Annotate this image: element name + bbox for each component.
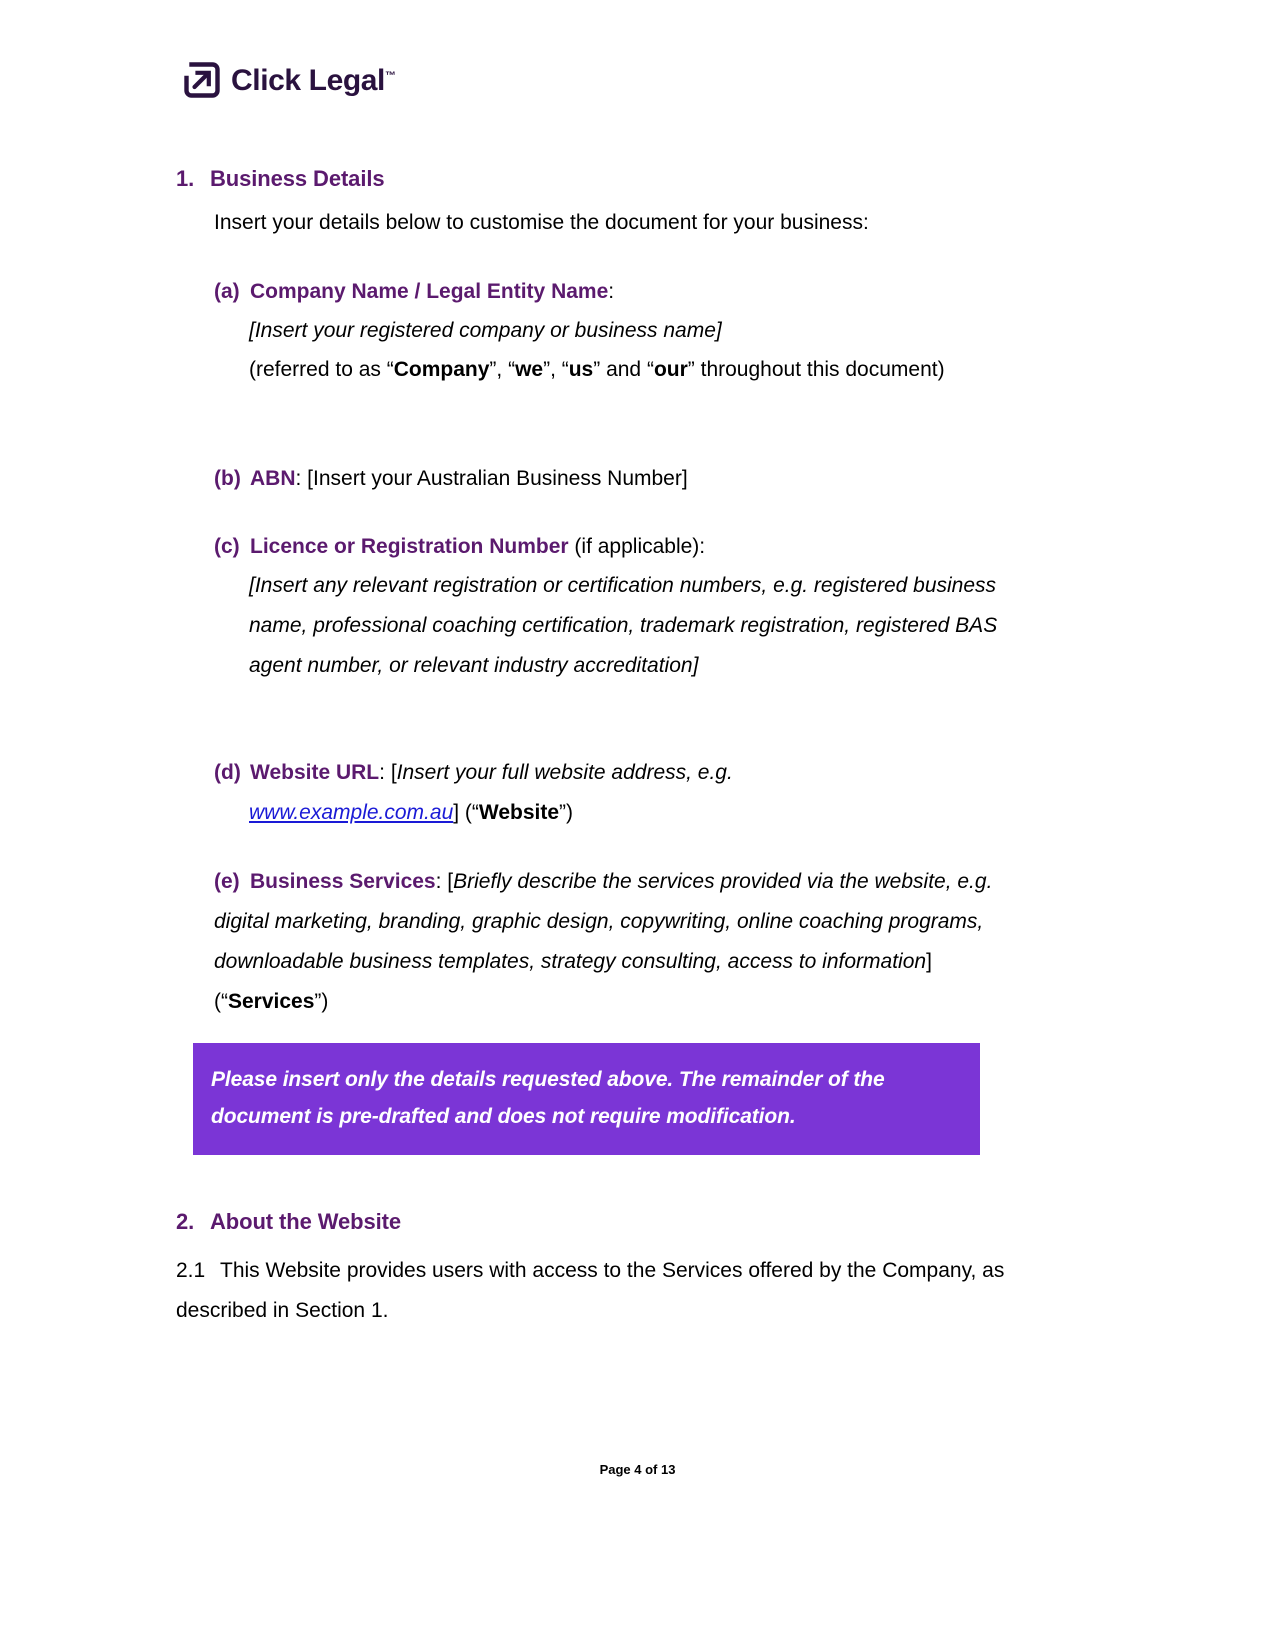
item-e-text-italic: Briefly describe the services provided via the website, e.g. digital marketing, branding, graphic design, copywriting, online coaching programs, downloadable business templates, strategy consulting, access to information xyxy=(214,870,993,973)
item-d-marker: (d) xyxy=(214,761,241,784)
item-c-label: Licence or Registration Number xyxy=(250,535,569,558)
item-a-heading xyxy=(214,272,1054,312)
item-e-label-suffix: : xyxy=(435,870,442,893)
brand-logo xyxy=(183,62,396,99)
item-e-term-services: Services xyxy=(228,990,315,1013)
item-e xyxy=(214,862,1024,1022)
item-c-heading xyxy=(214,527,1054,567)
section-2-heading xyxy=(176,1209,401,1235)
external-link-square-icon xyxy=(183,62,220,99)
clause-2-1-number: 2.1 xyxy=(176,1259,206,1282)
section-1-title: Business Details xyxy=(210,166,385,191)
item-a-term-our: our xyxy=(653,358,688,381)
item-e-label: Business Services xyxy=(250,870,436,893)
item-d-link-line xyxy=(249,793,1049,833)
item-e-text-pre: [ xyxy=(441,870,454,893)
instruction-callout-text: Please insert only the details requested above. The remainder of the document is pre-drafted and does not require modification. xyxy=(211,1068,885,1128)
item-a-line2-mid1: ”, “ xyxy=(489,358,516,381)
item-e-marker: (e) xyxy=(214,870,240,893)
page-footer: Page 4 of 13 xyxy=(599,1462,676,1477)
section-2-number: 2. xyxy=(176,1209,195,1234)
item-a-marker: (a) xyxy=(214,280,240,303)
clause-2-1 xyxy=(176,1251,1021,1331)
item-a-label: Company Name / Legal Entity Name xyxy=(250,280,609,303)
item-e-text-post: ”) xyxy=(314,990,329,1013)
trademark-symbol: ™ xyxy=(385,69,396,82)
item-c-label-suffix: (if applicable): xyxy=(568,535,706,558)
item-e-text-mid: ] (“ xyxy=(214,950,932,1013)
item-a-line2-mid2: ”, “ xyxy=(543,358,569,381)
clause-2-1-text: This Website provides users with access to the Services offered by the Company, as described in Section 1. xyxy=(176,1259,1005,1322)
item-d xyxy=(214,753,854,793)
section-1-heading xyxy=(176,166,384,192)
item-d-label: Website URL xyxy=(250,761,380,784)
item-a-line2-pre: (referred to as “ xyxy=(249,358,394,381)
item-a-line2-mid3: ” and “ xyxy=(593,358,654,381)
item-d-label-suffix: : xyxy=(379,761,385,784)
item-d-text-mid: ] (“ xyxy=(453,801,479,824)
item-a-label-suffix: : xyxy=(608,280,615,303)
item-a-line2 xyxy=(249,350,984,390)
item-d-text-post: ”) xyxy=(559,801,574,824)
item-d-text-pre: [ xyxy=(384,761,397,784)
website-url-link[interactable]: www.example.com.au xyxy=(249,801,454,824)
item-b-marker: (b) xyxy=(214,467,241,490)
instruction-callout xyxy=(193,1040,980,1155)
item-a-line1: [Insert your registered company or business name] xyxy=(249,319,722,342)
item-c-marker: (c) xyxy=(214,535,240,558)
item-d-text-italic: Insert your full website address, e.g. xyxy=(396,761,733,784)
item-b-text: [Insert your Australian Business Number] xyxy=(301,467,688,490)
item-a-line2-post: ” throughout this document) xyxy=(687,358,945,381)
item-b-label-suffix: : xyxy=(295,467,302,490)
item-d-term-website: Website xyxy=(478,801,560,824)
section-2-title: About the Website xyxy=(210,1209,402,1234)
item-b-label: ABN xyxy=(250,467,296,490)
brand-name: Click Legal™ xyxy=(231,63,396,97)
item-b xyxy=(214,459,1054,499)
item-a-term-company: Company xyxy=(393,358,490,381)
section-1-number: 1. xyxy=(176,166,195,191)
item-a-term-us: us xyxy=(568,358,594,381)
item-c-body: [Insert any relevant registration or certification numbers, e.g. registered business name, professional coaching certification, trademark registration, registered BAS agent number, or relevant industry accreditation] xyxy=(249,574,998,677)
item-a-term-we: we xyxy=(515,358,544,381)
section-1-intro: Insert your details below to customise the document for your business: xyxy=(214,211,869,234)
